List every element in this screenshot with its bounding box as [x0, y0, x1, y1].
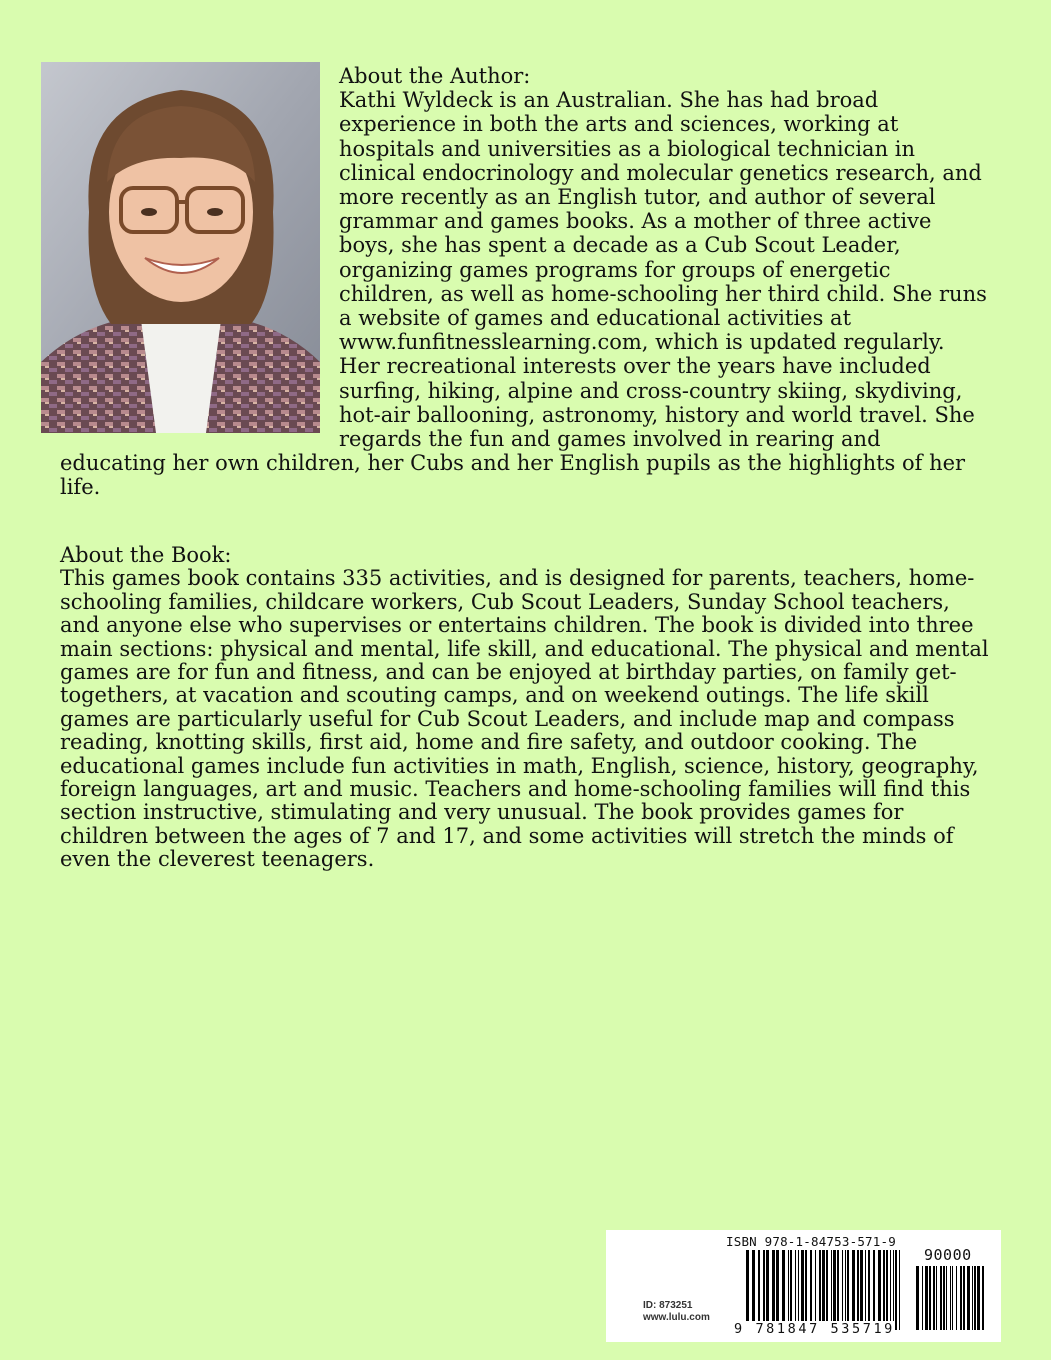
barcode-bar	[952, 1266, 953, 1330]
barcode-bar	[946, 1266, 947, 1330]
barcode-bar	[893, 1250, 894, 1330]
price-code: 90000	[924, 1246, 972, 1264]
lulu-url: www.lulu.com	[643, 1312, 710, 1323]
barcode-bar	[883, 1250, 885, 1330]
barcode-bar	[943, 1266, 945, 1330]
barcode-bar	[886, 1250, 888, 1330]
barcode-bar	[782, 1250, 785, 1330]
barcode-bar	[815, 1250, 816, 1330]
barcode-bar	[847, 1250, 849, 1330]
barcode-bar	[798, 1250, 799, 1330]
barcode-bar	[963, 1266, 965, 1330]
about-book-body: This games book contains 335 activities, and is designed for parents, teachers, home-schooling families, childcare workers, Cub Scout Leaders, Sunday School teachers, and anyone else who supervises or entertains children. The book is divided into three main sections: physical and mental, life skill, and educational. The physical and mental games are for fun and fitness, and can be enjoyed at birthday parties, on family get-togethers, at vacation and scouting camps, and on weekend outings. The life skill games are particularly useful for Cub Scout Leaders, and include map and compass reading, knotting skills, first aid, home and fire safety, and outdoor cooking. The educational games include fun activities in math, English, science, history, geography, foreign languages, art and music. Teachers and home-schooling families will find this section instructive, stimulating and very unusual. The book provides games for children between the ages of 7 and 17, and some activities will stretch the minds of even the cleverest teenagers.	[60, 566, 989, 872]
about-book-section	[60, 544, 990, 872]
barcode-bar	[758, 1250, 760, 1330]
barcode-bar	[929, 1266, 931, 1330]
barcode-bar	[933, 1266, 935, 1330]
barcode-bar	[936, 1266, 937, 1330]
barcode-bar	[974, 1266, 976, 1330]
barcode-bar	[895, 1250, 897, 1330]
barcode-bar	[788, 1250, 789, 1330]
barcode-bar	[956, 1266, 957, 1330]
barcode-bar	[873, 1250, 875, 1330]
photo-spacer	[60, 64, 339, 448]
barcode-bar	[819, 1250, 821, 1330]
barcode-bar	[822, 1250, 825, 1330]
barcode-bar	[837, 1250, 839, 1330]
barcode-bar	[868, 1250, 870, 1330]
barcode-bar	[746, 1250, 749, 1330]
barcode-bar	[960, 1266, 962, 1330]
barcode-bar	[842, 1250, 843, 1330]
barcode-bar	[950, 1266, 951, 1330]
barcode-bar	[967, 1266, 970, 1330]
barcode-bar	[972, 1266, 973, 1330]
barcode-bar	[795, 1250, 796, 1330]
barcode-bar	[977, 1266, 980, 1330]
barcode-bar	[982, 1266, 984, 1330]
barcode-bar	[790, 1250, 792, 1330]
barcode-bar	[925, 1266, 928, 1330]
barcode-bar	[852, 1250, 855, 1330]
barcode-bar	[826, 1250, 828, 1330]
barcode-bar	[833, 1250, 836, 1330]
barcode-bar	[878, 1250, 881, 1330]
barcode-bar	[801, 1250, 804, 1330]
isbn-label: ISBN 978-1-84753-571-9	[726, 1234, 896, 1249]
about-author-section	[60, 64, 990, 500]
barcode-bar	[763, 1250, 765, 1330]
barcode-bar	[772, 1250, 775, 1330]
barcode-bar	[857, 1250, 859, 1330]
barcode-bar	[865, 1250, 866, 1330]
about-author-heading: About the Author:	[339, 64, 531, 88]
lulu-id: ID: 873251	[643, 1300, 693, 1311]
about-author-body: Kathi Wyldeck is an Australian. She has had broad experience in both the arts and sciences, working at hospitals and universities as a biological technician in clinical endocrinology and molecular genetics research, and more recently as an English tutor, and author of several grammar and games books. As a mother of three active boys, she has spent a decade as a Cub Scout Leader, organizing games programs for groups of energetic children, as well as home-schooling her third child. She runs a website of games and educational activities at www.funfitnesslearning.com, which is updated regularly. Her recreational interests over the years have included surfing, hiking, alpine and cross-country skiing, skydiving, hot-air ballooning, astronomy, history and world travel. She regards the fun and games involved in rearing and educating her own children, her Cubs and her English pupils as the highlights of her life.	[60, 88, 987, 500]
barcode-bar	[890, 1250, 891, 1330]
barcode-bar	[899, 1250, 900, 1330]
isbn-barcode	[746, 1250, 904, 1330]
barcode-bar	[752, 1250, 755, 1330]
barcode-bar	[776, 1250, 779, 1330]
barcode-bar	[922, 1266, 923, 1330]
barcode-bar	[860, 1250, 863, 1330]
barcode-bar	[845, 1250, 846, 1330]
barcode-digits: 9 781847 535719	[734, 1321, 895, 1337]
barcode-bar	[805, 1250, 807, 1330]
barcode-bar	[810, 1250, 812, 1330]
price-barcode	[916, 1266, 986, 1330]
barcode-panel	[606, 1230, 1001, 1342]
barcode-bar	[940, 1266, 942, 1330]
barcode-bar	[766, 1250, 769, 1330]
barcode-bar	[916, 1266, 919, 1330]
barcode-bar	[831, 1250, 832, 1330]
about-book-heading: About the Book:	[60, 543, 232, 567]
lulu-id-block	[643, 1300, 710, 1324]
